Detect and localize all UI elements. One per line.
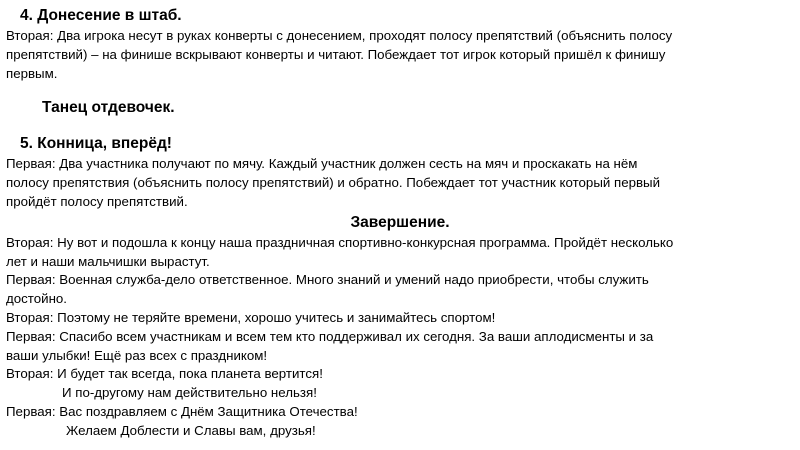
paragraph-line: препятствий) – на финише вскрывают конверты и читают. Побеждает тот игрок который пришёл к финишу <box>6 46 666 62</box>
section-heading-4: 4. Донесение в штаб. <box>20 7 182 24</box>
closing-line: Первая: Военная служба-дело ответственное. Много знаний и умений надо приобрести, чтобы служить <box>6 272 649 288</box>
closing-line: Первая: Спасибо всем участникам и всем тем кто поддерживал их сегодня. За ваши аплодисменты и за <box>6 328 654 344</box>
closing-line: Вторая: Поэтому не теряйте времени, хорошо учитесь и занимайтесь спортом! <box>6 309 496 325</box>
paragraph-line: первым. <box>6 65 58 81</box>
closing-line-indented: Желаем Доблести и Славы вам, друзья! <box>66 422 316 438</box>
paragraph-line: пройдёт полосу препятствий. <box>6 193 188 209</box>
document-body <box>6 5 794 441</box>
closing-line: Первая: Вас поздравляем с Днём Защитника Отечества! <box>6 403 358 419</box>
closing-heading: Завершение. <box>350 213 450 231</box>
paragraph-line: полосу препятствия (объяснить полосу препятствий) и обратно. Побеждает тот участник который первый <box>6 175 661 191</box>
closing-line: Вторая: Ну вот и подошла к концу наша праздничная спортивно-конкурсная программа. Пройдёт несколько <box>6 234 674 250</box>
closing-line: Вторая: И будет так всегда, пока планета вертится! <box>6 366 323 382</box>
closing-line: ваши улыбки! Ещё раз всех с праздником! <box>6 347 268 363</box>
paragraph-line: Вторая: Два игрока несут в руках конверты с донесением, проходят полосу препятствий (объяснить полосу <box>6 28 673 43</box>
paragraph-line: Первая: Два участника получают по мячу. Каждый участник должен сесть на мяч и проскакать на нём <box>6 156 638 172</box>
dance-heading: Танец отдевочек. <box>42 99 175 117</box>
closing-line-indented: И по-другому нам действительно нельзя! <box>62 385 317 401</box>
closing-line: достойно. <box>6 291 67 307</box>
closing-line: лет и наши мальчишки вырастут. <box>6 253 210 269</box>
section-heading-5: 5. Конница, вперёд! <box>20 135 172 153</box>
